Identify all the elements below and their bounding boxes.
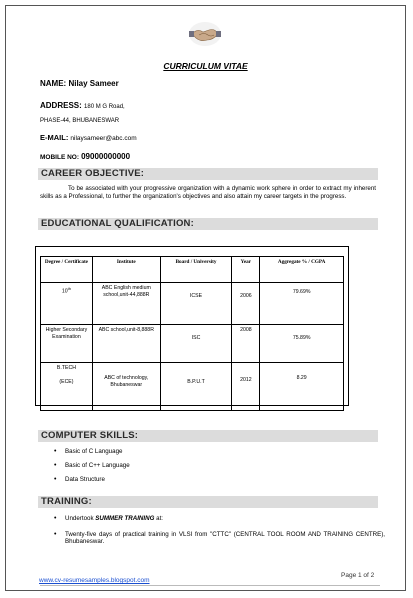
col-institute: Institute [92,257,160,283]
email-value: nilaysameer@abc.com [70,135,137,142]
list-item: • Twenty-five days of practical training in VLSI from "CTTC" (CENTRAL TOOL ROOM AND TRAINING CENTRE), Bhubaneswar. [54,531,385,546]
cell-institute: ABC school,unit-8,888R [92,325,160,363]
mobile-row [40,152,130,161]
education-heading: EDUCATIONAL QUALIFICATION: [38,218,378,230]
education-table [40,256,344,411]
skills-heading: COMPUTER SKILLS: [38,430,378,442]
career-heading: CAREER OBJECTIVE: [38,168,378,180]
list-item: • Basic of C Language [54,448,130,456]
footer-divider [40,585,380,586]
cell-board: ICSE [160,283,232,325]
col-aggregate: Aggregate % / CGPA [260,257,344,283]
col-year: Year [232,257,260,283]
cell-degree: Higher Secondary Examination [41,325,93,363]
cell-board: ISC [160,325,232,363]
cell-year: 2012 [232,363,260,411]
cell-aggregate: 75.89% [260,325,344,363]
handshake-icon [187,20,223,48]
address-line2: PHASE-44, BHUBANESWAR [40,118,120,124]
cell-degree: B.TECH (ECE) [41,363,93,411]
col-board: Board / University [160,257,232,283]
page-number: Page 1 of 2 [341,572,375,579]
table-row [41,363,344,411]
list-item: • Undertook SUMMER TRAINING at: [54,515,385,523]
training-list [54,515,385,552]
address-row [40,101,125,110]
career-text: To be associated with your progressive organization with a dynamic work sphere in order to extract my inherent skills as a Professional, to further the organization's objectives and also attain my career targets in the progress. [40,185,376,200]
mobile-label: MOBILE NO: [40,154,79,161]
skills-list [54,448,130,490]
cell-degree: 10th [41,283,93,325]
training-heading: TRAINING: [38,496,378,508]
cell-year: 2006 [232,283,260,325]
table-row [41,283,344,325]
address-line1: 180 M G Road, [84,104,125,110]
cell-aggregate: 8.29 [260,363,344,411]
email-label: E-MAIL: [40,133,69,142]
name-label: NAME: [40,79,67,88]
email-row [40,133,137,142]
cv-page [5,5,406,591]
list-item: • Basic of C++ Language [54,462,130,470]
cell-institute: ABC English medium school,unit-44,888R [92,283,160,325]
list-item: • Data Structure [54,476,130,484]
name-row [40,79,119,88]
mobile-value: 09000000000 [81,152,131,161]
table-header-row [41,257,344,283]
footer-link[interactable]: www.cv-resumesamples.blogspot.com [39,577,150,584]
cell-year: 2008 [232,325,260,363]
cv-title: CURRICULUM VITAE [163,61,248,71]
name-value: Nilay Sameer [68,79,119,88]
table-row [41,325,344,363]
address-label: ADDRESS: [40,101,82,110]
cell-board: B.P.U.T [160,363,232,411]
cell-institute: ABC of technology, Bhubaneswar [92,363,160,411]
col-degree: Degree / Certificate [41,257,93,283]
cell-aggregate: 79.69% [260,283,344,325]
